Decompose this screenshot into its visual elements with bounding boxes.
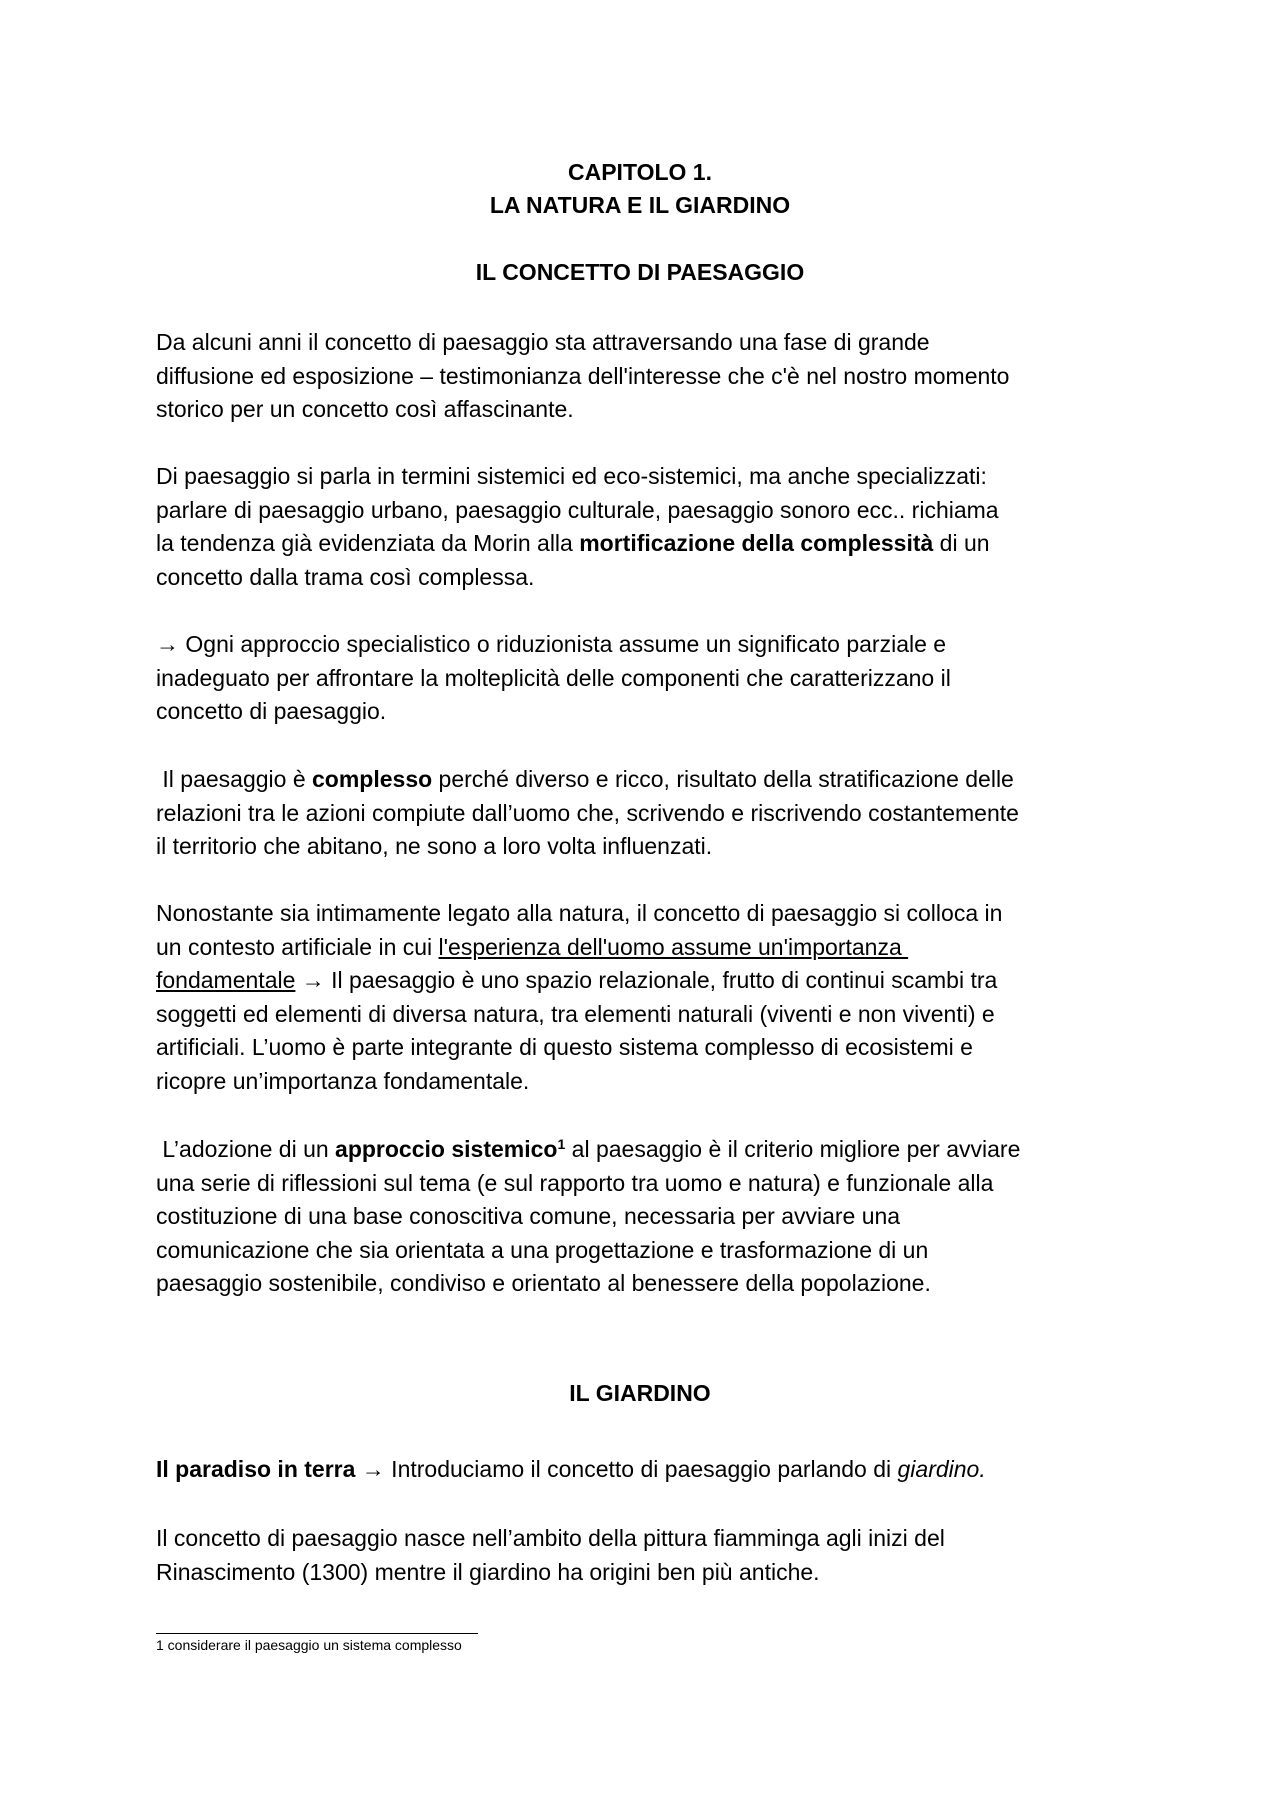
paragraph-6 xyxy=(156,1133,1146,1301)
text-line: Rinascimento (1300) mentre il giardino ha origini ben più antiche. xyxy=(156,1558,820,1585)
text-run: → Il paesaggio è uno spazio relazionale, frutto di continui scambi tra xyxy=(295,967,998,993)
text-line: concetto dalla trama così complessa. xyxy=(156,563,535,590)
text-line: Di paesaggio si parla in termini sistemici ed eco-sistemici, ma anche specializzati: xyxy=(156,463,987,489)
text-line: soggetti ed elementi di diversa natura, tra elementi naturali (viventi e non viventi) e xyxy=(156,1000,995,1027)
text-line xyxy=(156,931,1146,965)
text-run: un contesto artificiale in cui xyxy=(156,933,439,960)
section-title-giardino: IL GIARDINO xyxy=(569,1380,711,1406)
text-line: costituzione di una base conoscitiva comune, necessaria per avviare una xyxy=(156,1203,901,1229)
paragraph-3 xyxy=(156,628,1146,729)
chapter-number: CAPITOLO 1. xyxy=(568,159,712,185)
paragraph-7 xyxy=(156,1453,1146,1487)
footnote-separator xyxy=(156,1633,478,1634)
bold-phrase: Il paradiso in terra xyxy=(156,1456,356,1482)
text-line xyxy=(156,964,1146,998)
section-title-concetto: IL CONCETTO DI PAESAGGIO xyxy=(475,259,805,285)
text-line: paesaggio sostenibile, condiviso e orientato al benessere della popolazione. xyxy=(156,1270,931,1296)
paragraph-1 xyxy=(156,326,1146,427)
footnote-text: 1 considerare il paesaggio un sistema complesso xyxy=(156,1637,462,1653)
text-line: Da alcuni anni il concetto di paesaggio sta attraversando una fase di grande xyxy=(156,329,930,355)
underlined-phrase: fondamentale xyxy=(156,967,296,993)
text-line: concetto di paesaggio. xyxy=(156,698,387,724)
paragraph-2 xyxy=(156,460,1146,594)
text-line: → Ogni approccio specialistico o riduzionista assume un significato parziale e xyxy=(156,631,947,657)
paragraph-4 xyxy=(156,763,1146,864)
text-line xyxy=(156,1453,1146,1487)
text-run: Il paesaggio è xyxy=(156,766,313,792)
text-line: parlare di paesaggio urbano, paesaggio culturale, paesaggio sonoro ecc.. richiama xyxy=(156,496,999,523)
text-line: inadeguato per affrontare la molteplicità delle componenti che caratterizzano il xyxy=(156,664,951,691)
footnote-reference: 1 xyxy=(557,1136,566,1152)
text-line: relazioni tra le azioni compiute dall’uomo che, scrivendo e riscrivendo costantemente xyxy=(156,799,1019,826)
chapter-title: LA NATURA E IL GIARDINO xyxy=(489,192,791,218)
bold-phrase: complesso xyxy=(312,766,433,792)
paragraph-8 xyxy=(156,1522,1146,1589)
text-line xyxy=(156,527,1146,561)
text-run: L’adozione di un xyxy=(156,1136,336,1162)
text-line: storico per un concetto così affascinante. xyxy=(156,396,574,422)
text-run: perché diverso e ricco, risultato della stratificazione delle xyxy=(432,766,1014,792)
text-line xyxy=(156,1133,1146,1167)
text-run: → Introduciamo il concetto di paesaggio parlando di xyxy=(355,1456,898,1482)
text-line: Nonostante sia intimamente legato alla natura, il concetto di paesaggio si colloca in xyxy=(156,900,1003,926)
text-line: artificiali. L’uomo è parte integrante di questo sistema complesso di ecosistemi e xyxy=(156,1034,973,1060)
text-line: ricopre un’importanza fondamentale. xyxy=(156,1067,530,1094)
text-line: comunicazione che sia orientata a una progettazione e trasformazione di un xyxy=(156,1236,929,1263)
text-line: diffusione ed esposizione – testimonianza dell'interesse che c'è nel nostro momento xyxy=(156,362,1010,389)
bold-phrase: approccio sistemico xyxy=(335,1136,558,1162)
text-line: Il concetto di paesaggio nasce nell’ambito della pittura fiamminga agli inizi del xyxy=(156,1525,945,1551)
text-run: di un xyxy=(933,530,990,556)
text-line xyxy=(156,763,1146,797)
underlined-phrase: l'esperienza dell'uomo assume un'importanza xyxy=(438,933,909,960)
bold-phrase: mortificazione della complessità xyxy=(579,530,934,556)
text-run: al paesaggio è il criterio migliore per avviare xyxy=(565,1136,1021,1162)
text-line: il territorio che abitano, ne sono a loro volta influenzati. xyxy=(156,833,713,859)
italic-phrase: giardino. xyxy=(897,1456,986,1482)
text-line: una serie di riflessioni sul tema (e sul rapporto tra uomo e natura) e funzionale alla xyxy=(156,1169,994,1196)
paragraph-5 xyxy=(156,897,1146,1098)
text-run: la tendenza già evidenziata da Morin alla xyxy=(156,530,580,556)
